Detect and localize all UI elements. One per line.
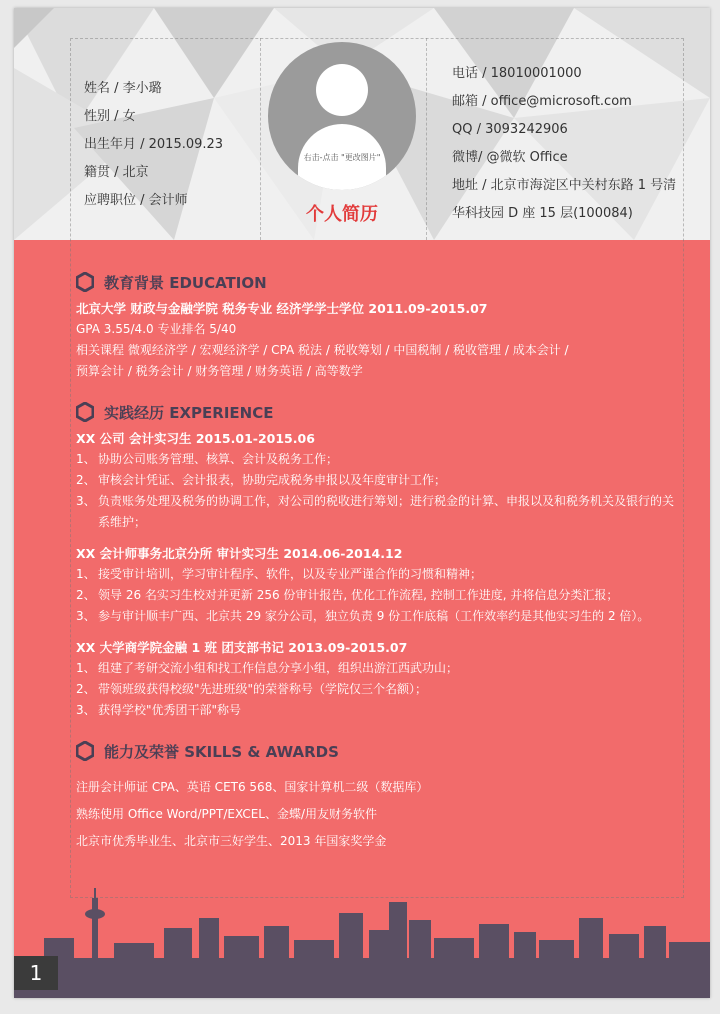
job-headline: XX 大学商学院金融 1 班 团支部书记 2013.09-2015.07: [76, 640, 408, 655]
skill-line: 北京市优秀毕业生、北京市三好学生、2013 年国家奖学金: [76, 834, 387, 848]
skills-title: 能力及荣誉 SKILLS & AWARDS: [104, 742, 339, 761]
hexagon-icon: [76, 272, 94, 292]
list-item: 2、 领导 26 名实习生校对并更新 256 份审计报告, 优化工作流程, 控制工作进度, 并将信息分类汇报；: [76, 588, 619, 602]
gender-field: 性别 / 女: [84, 109, 136, 124]
education-header: [76, 270, 676, 294]
list-item: 3、 获得学校"优秀团干部"称号: [76, 703, 242, 717]
resume-body: [76, 270, 676, 858]
list-item: 3、 参与审计顺丰广西、北京共 29 家分公司，独立负责 9 份工作底稿（工作效率约是其他实习生的 2 倍）。: [76, 609, 650, 623]
education-title: 教育背景 EDUCATION: [104, 273, 267, 292]
list-item: 2、 审核会计凭证、会计报表，协助完成税务申报以及年度审计工作；: [76, 473, 447, 487]
resume-page: [14, 8, 710, 998]
contact-info: [452, 60, 676, 228]
list-item: 3、 负责账务处理及税务的协调工作，对公司的税收进行筹划；进行税金的计算、申报以及和税务机关及银行的关系维护；: [76, 494, 675, 529]
divider-right: [426, 38, 427, 240]
page-number-badge: 1: [14, 956, 58, 990]
job-headline: XX 会计师事务北京分所 审计实习生 2014.06-2014.12: [76, 546, 403, 561]
skills-header: [76, 739, 676, 763]
weibo-field: 微博/ @微软 Office: [452, 150, 568, 165]
education-courses-1: 相关课程 微观经济学 / 宏观经济学 / CPA 税法 / 税收筹划 / 中国税制 / 税收管理 / 成本会计 /: [76, 343, 569, 357]
job-headline: XX 公司 会计实习生 2015.01-2015.06: [76, 431, 315, 446]
experience-title: 实践经历 EXPERIENCE: [104, 403, 274, 422]
skill-line: 注册会计师证 CPA、英语 CET6 568、国家计算机二级（数据库）: [76, 780, 429, 794]
list-item: 1、 接受审计培训，学习审计程序、软件，以及专业严谨合作的习惯和精神；: [76, 567, 483, 581]
name-field: 姓名 / 李小璐: [84, 81, 162, 96]
list-item: 1、 组建了考研交流小组和找工作信息分享小组，组织出游江西武功山；: [76, 661, 459, 675]
email-field: 邮箱 / office@microsoft.com: [452, 94, 632, 109]
list-item: 1、 协助公司账务管理、核算、会计及税务工作；: [76, 452, 339, 466]
address-line1: 地址 / 北京市海淀区中关村东路 1 号清: [452, 178, 677, 193]
divider-left: [260, 38, 261, 240]
hexagon-icon: [76, 741, 94, 761]
resume-title: 个人简历: [306, 204, 378, 225]
origin-field: 籍贯 / 北京: [84, 165, 149, 180]
experience-header: [76, 400, 676, 424]
list-item: 2、 带领班级获得校级"先进班级"的荣誉称号（学院仅三个名额）；: [76, 682, 428, 696]
position-field: 应聘职位 / 会计师: [84, 193, 188, 208]
phone-field: 电话 / 18010001000: [452, 66, 582, 81]
city-skyline: [14, 888, 710, 998]
skill-line: 熟练使用 Office Word/PPT/EXCEL、金蝶/用友财务软件: [76, 807, 378, 821]
avatar-head-icon: [316, 64, 368, 116]
birth-field: 出生年月 / 2015.09.23: [84, 137, 224, 152]
hexagon-icon: [76, 402, 94, 422]
education-headline: 北京大学 财政与金融学院 税务专业 经济学学士学位 2011.09-2015.07: [76, 301, 488, 316]
education-courses-2: 预算会计 / 税务会计 / 财务管理 / 财务英语 / 高等数学: [76, 364, 363, 378]
qq-field: QQ / 3093242906: [452, 122, 568, 137]
avatar[interactable]: [268, 42, 416, 190]
basic-info: [84, 75, 223, 215]
avatar-caption: 右击-点击 "更改图片": [303, 153, 381, 162]
address-line2: 华科技园 D 座 15 层(100084): [452, 206, 633, 221]
education-gpa: GPA 3.55/4.0 专业排名 5/40: [76, 322, 237, 336]
